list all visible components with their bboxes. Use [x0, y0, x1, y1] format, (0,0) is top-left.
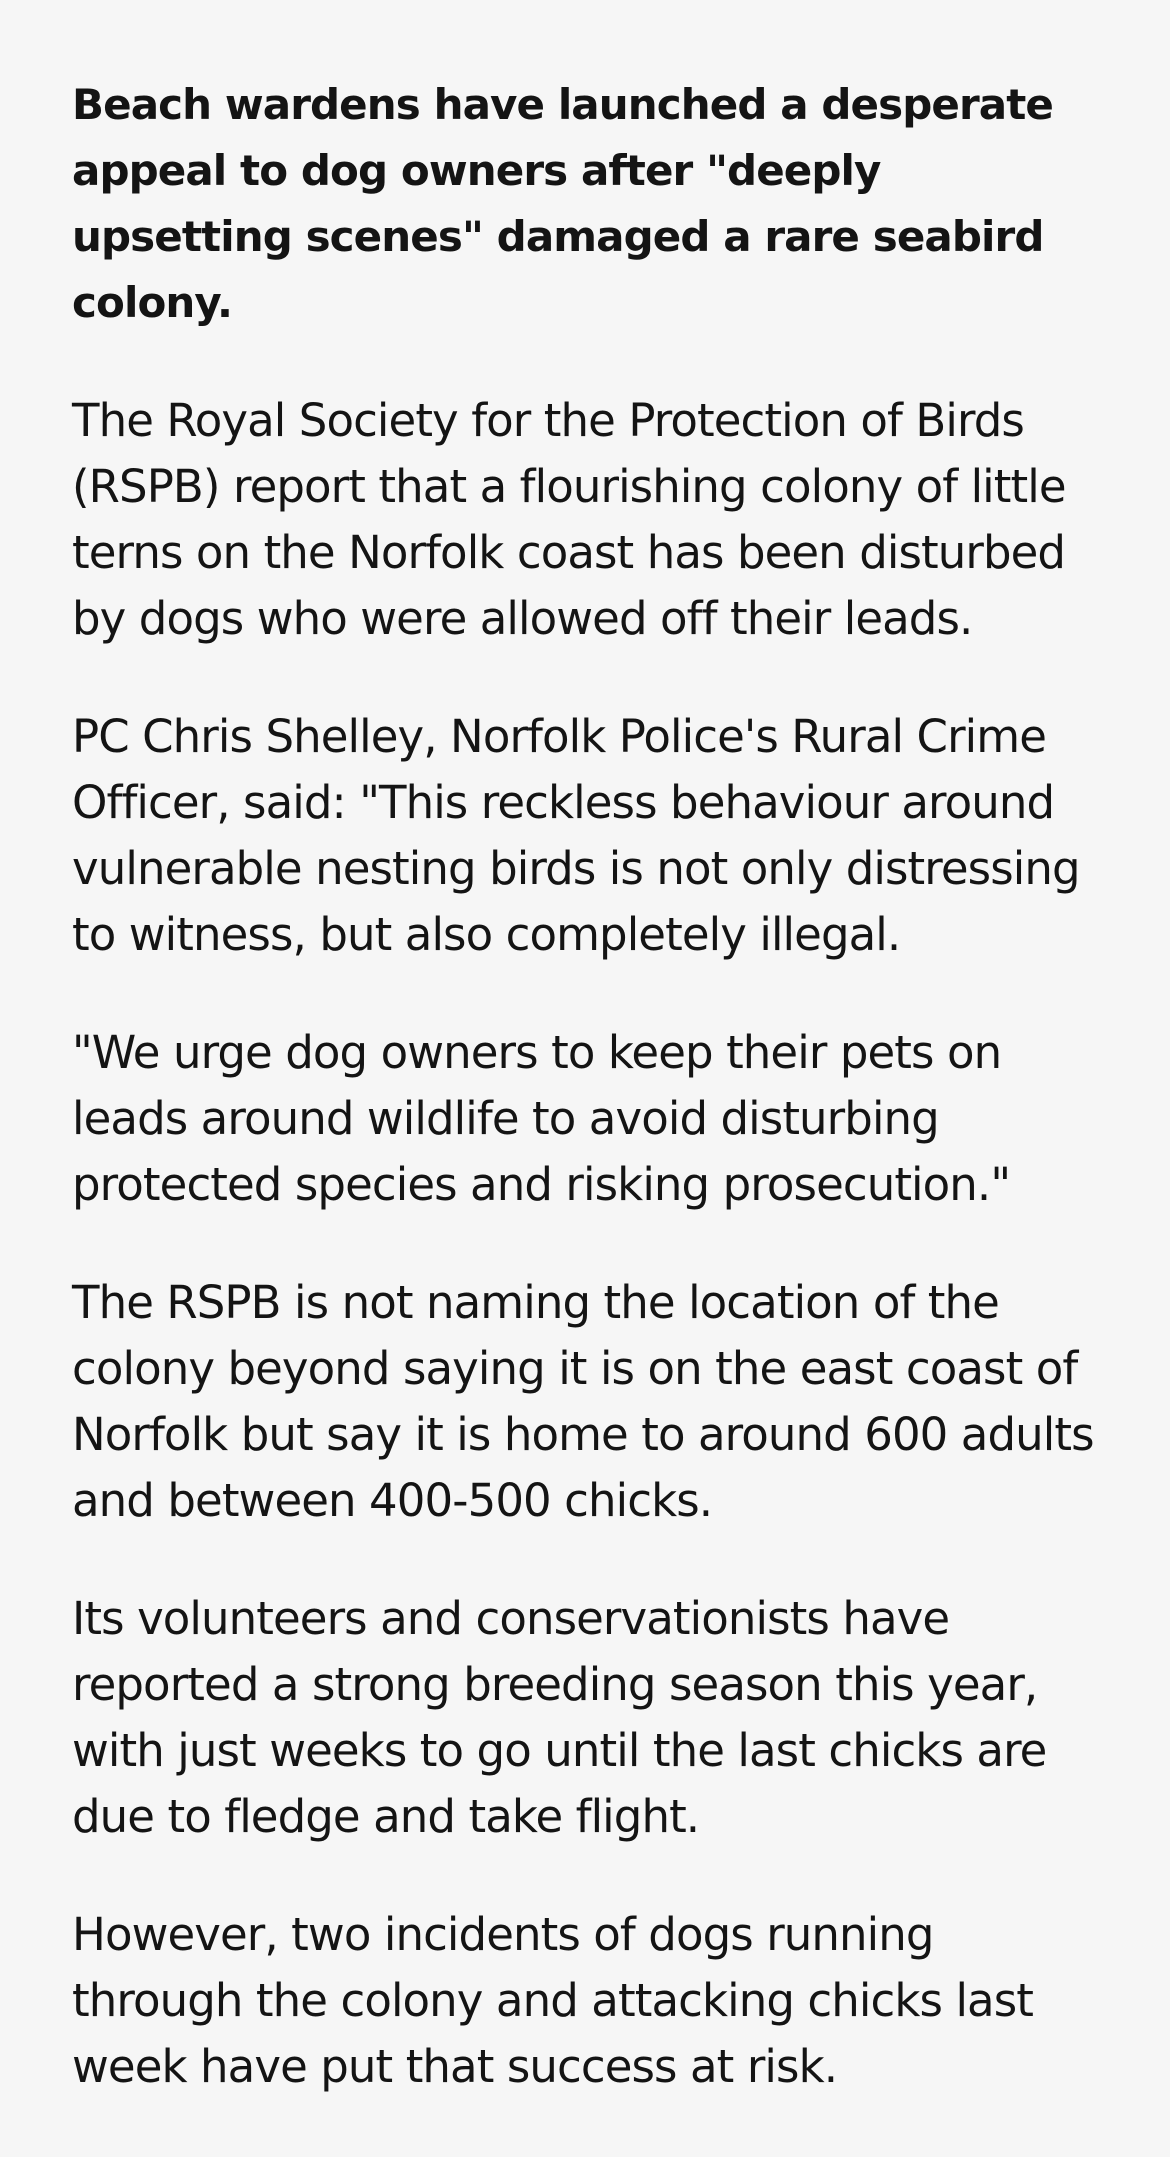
article-paragraph: Its volunteers and conservationists have reported a strong breeding season this year, with just weeks to go until the last chicks are due to fledge and take flight. [72, 1592, 1047, 1843]
article-intro: Beach wardens have launched a desperate appeal to dog owners after "deeply upsetting scenes" damaged a rare seabird colony. [72, 80, 1054, 327]
article-paragraph: PC Chris Shelley, Norfolk Police's Rural Crime Officer, said: "This reckless behaviour around vulnerable nesting birds is not only distressing to witness, but also completely illegal. [72, 710, 1080, 961]
article-paragraph: However, two incidents of dogs running through the colony and attacking chicks last week have put that success at risk. [72, 1908, 1034, 2093]
article-paragraph: The RSPB is not naming the location of the colony beyond saying it is on the east coast of Norfolk but say it is home to around 600 adults and between 400-500 chicks. [72, 1276, 1094, 1527]
article-paragraph: "We urge dog owners to keep their pets on leads around wildlife to avoid disturbing protected species and risking prosecution." [72, 1026, 1011, 1211]
article-paragraph: The Royal Society for the Protection of Birds (RSPB) report that a flourishing colony of little terns on the Norfolk coast has been disturbed by dogs who were allowed off their leads. [72, 394, 1066, 645]
